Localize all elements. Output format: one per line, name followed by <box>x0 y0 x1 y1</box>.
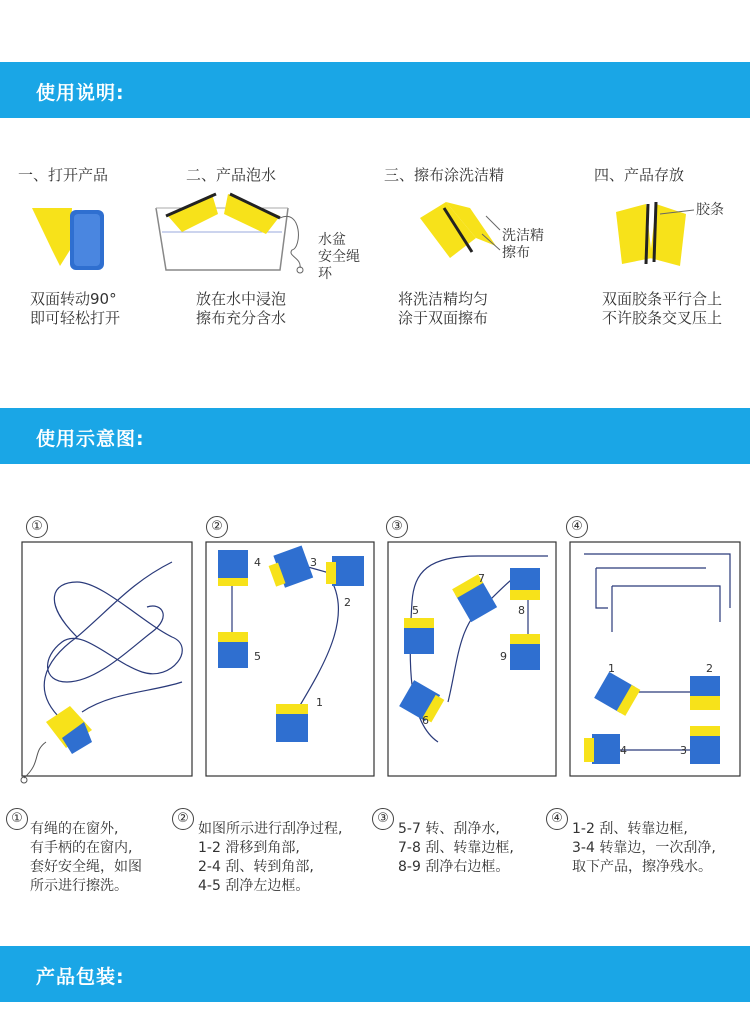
step-desc-detergent: 将洗洁精均匀 涂于双面擦布 <box>398 290 489 327</box>
path-label: 3 <box>310 556 317 569</box>
detergent-illustration <box>416 198 506 268</box>
step-title-soak: 二、产品泡水 <box>186 166 277 184</box>
step-title-store: 四、产品存放 <box>594 166 685 184</box>
callout-rubber-strip: 胶条 <box>696 202 724 218</box>
path-label: 3 <box>680 744 687 757</box>
panel-marker-2: ② <box>206 516 228 538</box>
desc-marker-2: ② <box>172 808 194 830</box>
section-band-packaging <box>0 946 750 1002</box>
step-title-open: 一、打开产品 <box>18 166 109 184</box>
path-label: 8 <box>518 604 525 617</box>
step-title-detergent: 三、擦布涂洗洁精 <box>384 166 505 184</box>
path-label: 5 <box>412 604 419 617</box>
desc-marker-4: ④ <box>546 808 568 830</box>
section-title: 产品包装: <box>36 966 125 988</box>
window-panel-2 <box>206 542 390 776</box>
callout-ring: 环 <box>318 266 332 282</box>
path-label: 7 <box>478 572 485 585</box>
window-panel-1 <box>22 542 206 776</box>
section-title: 使用示意图: <box>36 428 145 450</box>
panel-marker-3: ③ <box>386 516 408 538</box>
callout-basin: 水盆 <box>318 232 346 248</box>
path-label: 2 <box>706 662 713 675</box>
callout-cloth: 擦布 <box>502 245 530 261</box>
panel-desc-3: 5-7 转、刮净水, 7-8 刮、转靠边框, 8-9 刮净右边框。 <box>398 821 514 875</box>
panel-marker-4: ④ <box>566 516 588 538</box>
callout-safety-rope: 安全绳 <box>318 249 360 265</box>
path-label: 1 <box>608 662 615 675</box>
window-panel-3 <box>388 542 572 776</box>
section-band-usage-instructions <box>0 62 750 118</box>
path-label: 9 <box>500 650 507 663</box>
window-panel-4 <box>570 542 750 776</box>
path-label: 4 <box>254 556 261 569</box>
path-label: 1 <box>316 696 323 709</box>
section-band-usage-diagram <box>0 408 750 464</box>
panel-desc-4: 1-2 刮、转靠边框, 3-4 转靠边，一次刮净, 取下产品，擦净残水。 <box>572 821 716 875</box>
step-desc-open: 双面转动90° 即可轻松打开 <box>30 290 121 327</box>
path-label: 4 <box>620 744 627 757</box>
path-label: 2 <box>344 596 351 609</box>
panel-desc-2: 如图所示进行刮净过程, 1-2 滑移到角部, 2-4 刮、转到角部, 4-5 刮净左边框。 <box>198 821 343 894</box>
section-title: 使用说明: <box>36 82 125 104</box>
path-label: 6 <box>422 714 429 727</box>
callout-detergent: 洗洁精 <box>502 228 544 244</box>
panel-desc-1: 有绳的在窗外, 有手柄的在窗内, 套好安全绳，如图 所示进行擦洗。 <box>30 821 142 894</box>
desc-marker-3: ③ <box>372 808 394 830</box>
step-desc-soak: 放在水中浸泡 擦布充分含水 <box>196 290 287 327</box>
step-desc-store: 双面胶条平行合上 不许胶条交叉压上 <box>602 290 723 327</box>
desc-marker-1: ① <box>6 808 28 830</box>
soak-illustration <box>152 188 332 288</box>
panel-marker-1: ① <box>26 516 48 538</box>
open-product-illustration <box>30 200 110 272</box>
path-label: 5 <box>254 650 261 663</box>
